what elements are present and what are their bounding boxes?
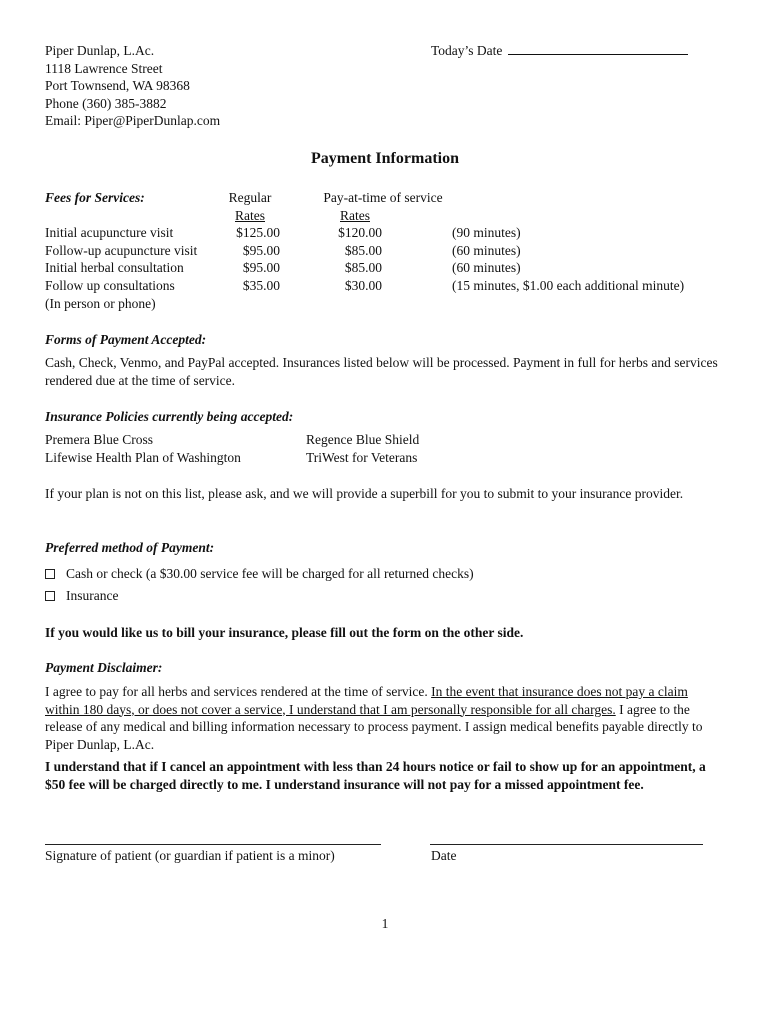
checkbox-icon[interactable] (45, 591, 55, 601)
disclaimer-underlined: In the event that insurance does not pay a claim within 180 days, or does not cover a service, I understand that I am personally responsible for all charges. (45, 684, 688, 717)
address-line: Phone (360) 385-3882 (45, 95, 167, 111)
todays-date-blank[interactable] (508, 42, 688, 55)
fee-row (0, 224, 770, 242)
insurance-item: Lifewise Health Plan of Washington (45, 449, 241, 465)
disclaimer-part: I agree to pay for all herbs and services rendered at the time of service. (45, 684, 432, 699)
pay-header-line: Rates (340, 207, 370, 223)
disclaimer-heading: Payment Disclaimer: (45, 660, 163, 675)
fees-heading: Fees for Services: (45, 190, 145, 205)
fee-row (0, 259, 770, 277)
checkbox-icon[interactable] (45, 569, 55, 579)
payment-option-insurance[interactable] (45, 587, 118, 605)
fee-pay: $85.00 (344, 260, 382, 275)
payment-option-label: Cash or check (a $30.00 service fee will be charged for all returned checks) (66, 566, 474, 581)
fee-row (0, 277, 770, 295)
pay-header-line: Pay-at-time of service (323, 190, 443, 205)
disclaimer-text (45, 683, 725, 753)
fee-regular: $125.00 (236, 225, 280, 240)
provider-address (45, 42, 345, 130)
todays-date-label: Today’s Date (431, 43, 503, 58)
fee-note: (15 minutes, $1.00 each additional minute) (452, 278, 685, 293)
insurance-note: If your plan is not on this list, please ask, and we will provide a superbill for you to submit to your insurance provider. (45, 486, 684, 501)
address-line: Piper Dunlap, L.Ac. (45, 43, 155, 58)
fee-footnote: (In person or phone) (45, 295, 156, 311)
insurance-list-left (45, 431, 241, 466)
address-line: Email: Piper@PiperDunlap.com (45, 113, 221, 128)
fee-service: Initial acupuncture visit (45, 225, 174, 240)
fee-note: (60 minutes) (452, 260, 521, 275)
fee-service: Initial herbal consultation (45, 260, 184, 275)
payment-option-cash-check[interactable] (45, 565, 474, 583)
fee-row (0, 242, 770, 260)
regular-header-line: Regular (228, 190, 272, 205)
cancellation-policy: I understand that if I cancel an appointment with less than 24 hours notice or fail to show up for an appointment, a $50 fee will be charged directly to me. I understand insurance will not pay for a missed appointment fee. (45, 759, 706, 792)
forms-of-payment-heading: Forms of Payment Accepted: (45, 332, 207, 347)
fee-pay: $120.00 (338, 225, 382, 240)
fee-regular: $95.00 (242, 242, 280, 258)
signature-line[interactable] (45, 844, 381, 845)
insurance-item: TriWest for Veterans (306, 449, 418, 465)
todays-date-field (431, 42, 688, 60)
preferred-payment-heading: Preferred method of Payment: (45, 540, 215, 555)
fee-footnote-row (0, 295, 770, 313)
signature-label: Signature of patient (or guardian if patient is a minor) (45, 848, 335, 863)
date-label: Date (431, 848, 457, 863)
fee-regular: $35.00 (242, 278, 280, 293)
date-line[interactable] (430, 844, 703, 845)
fee-service: Follow up consultations (45, 278, 175, 293)
bill-insurance-note: If you would like us to bill your insurance, please fill out the form on the other side. (45, 625, 524, 640)
page-number: 1 (381, 916, 389, 931)
address-line: Port Townsend, WA 98368 (45, 78, 190, 93)
forms-of-payment-text: Cash, Check, Venmo, and PayPal accepted. Insurances listed below will be processed. Payment in full for herbs and services rendered due at the time of service. (45, 355, 718, 388)
insurance-item: Premera Blue Cross (45, 432, 153, 447)
fee-service: Follow-up acupuncture visit (45, 242, 198, 258)
insurance-list-right (306, 431, 419, 466)
regular-header-line: Rates (235, 207, 265, 223)
payment-option-label: Insurance (66, 588, 119, 603)
disclaimer-part: I agree to the release of any medical and billing information necessary to process payment. I assign medical benefits payable directly to Piper Dunlap, L.Ac. (45, 701, 703, 752)
fee-note: (90 minutes) (452, 225, 521, 240)
page-title: Payment Information (311, 150, 459, 167)
fee-pay: $30.00 (344, 278, 382, 293)
insurance-item: Regence Blue Shield (306, 432, 420, 447)
fee-pay: $85.00 (344, 242, 382, 258)
pay-rates-header (300, 189, 466, 224)
insurance-heading: Insurance Policies currently being accepted: (45, 409, 294, 424)
fee-note: (60 minutes) (452, 242, 521, 258)
fee-regular: $95.00 (242, 260, 280, 275)
address-line: 1118 Lawrence Street (45, 60, 163, 76)
